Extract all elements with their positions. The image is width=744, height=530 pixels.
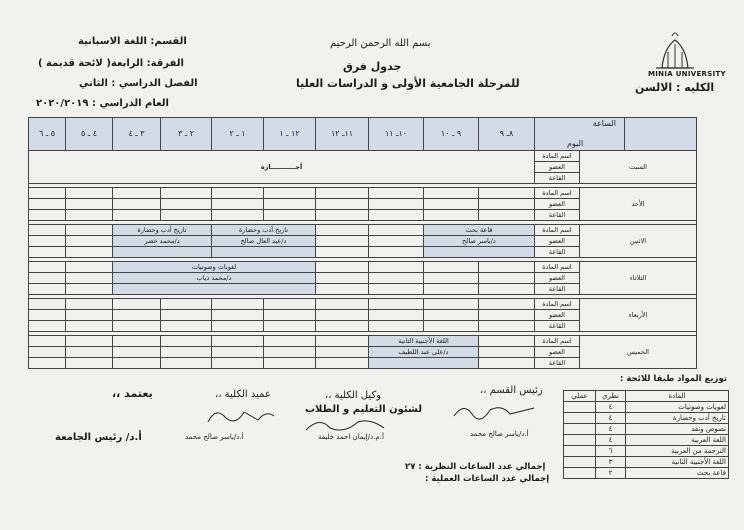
corner-cell <box>535 118 625 151</box>
distribution-row <box>564 424 729 435</box>
corner-top: الساعة <box>592 119 616 128</box>
distribution-caption: توزيع المواد طبقا للائحة : <box>620 374 727 384</box>
slot-header: ١١ـ ١٢ <box>316 118 369 151</box>
row-label: القاعة <box>535 210 580 221</box>
faculty-label: الكليه : الالسن <box>635 81 715 94</box>
distribution-header <box>564 391 729 402</box>
slot-header: ٤ ـ ٥ <box>66 118 113 151</box>
entry-subject: تاريخ أدب وحضارة <box>113 225 212 236</box>
slot-header: ١٠ـ ١١ <box>369 118 424 151</box>
theory-value: ٤ <box>596 435 626 446</box>
theory-value: ٤ <box>596 424 626 435</box>
row-label: القاعة <box>535 284 580 295</box>
distribution-row <box>564 413 729 424</box>
practical-value <box>564 435 596 446</box>
slot-header: ٢ ـ ٣ <box>161 118 212 151</box>
row-label: اسم المادة <box>535 336 580 347</box>
corner-bottom: اليوم <box>567 139 584 148</box>
entry-member: د/ياسر صالح <box>424 236 535 247</box>
title-line1: جدول فرق <box>343 60 402 73</box>
logo-caption: MINIA UNIVERSITY <box>648 70 726 78</box>
level-label: الفرقة: الرابعة( لائحة قديمة ) <box>38 58 184 69</box>
row-label: القاعة <box>535 321 580 332</box>
department-label: القسم: اللغة الاسبانية <box>78 36 187 47</box>
theory-value: ٦ <box>596 446 626 457</box>
entry-subject: لغويات وصوتيات <box>113 262 316 273</box>
distribution-row <box>564 435 729 446</box>
row-label: القاعة <box>535 358 580 369</box>
basmala: بسم الله الرحمن الرحيم <box>330 38 431 49</box>
vice-sub: لشئون التعليم و الطلاب <box>305 404 422 415</box>
row-label: اسم المادة <box>535 188 580 199</box>
slot-header: ٥ ـ ٦ <box>29 118 66 151</box>
subject-name: اللغة الأجنبية الثانية <box>626 457 729 468</box>
slot-header: ٩ ـ ١٠ <box>424 118 479 151</box>
distribution-row <box>564 457 729 468</box>
day-saturday: السبت <box>580 151 697 184</box>
day-wednesday: الأربعاء <box>580 299 697 332</box>
row-label: اسم المادة <box>535 151 580 162</box>
dean-name: أ.د/ياسر صالح محمد <box>185 433 244 441</box>
total-theory: إجمالي عدد الساعات النظرية : ٢٧ <box>405 462 546 472</box>
practical-value <box>564 468 596 479</box>
theory-value: ٤ <box>596 413 626 424</box>
slot-header: ١ ـ ٢ <box>212 118 264 151</box>
title-line2: للمرحلة الجامعية الأولى و الدراسات العليا <box>296 77 520 90</box>
subject-name: الترجمة من العربية <box>626 446 729 457</box>
entry-member: د/محمد خضر <box>113 236 212 247</box>
practical-value <box>564 457 596 468</box>
dean-signature <box>200 402 280 428</box>
header-blank <box>625 118 697 151</box>
row-label: العضو <box>535 162 580 173</box>
subject-name: قاعة بحث <box>626 468 729 479</box>
subject-name: لغويات وصوتيات <box>626 402 729 413</box>
theory-value: ٣ <box>596 457 626 468</box>
entry-subject: قاعة بحث <box>424 225 535 236</box>
entry-subject: اللغة الأجنبية الثانية <box>369 336 479 347</box>
distribution-row <box>564 468 729 479</box>
entry-room <box>369 358 479 369</box>
practical-value <box>564 424 596 435</box>
year-label: العام الدراسي : ٢٠٢٠/٢٠١٩ <box>36 98 169 109</box>
approve-title: يعتمد ،، <box>112 387 153 400</box>
schedule-header-row <box>29 118 697 151</box>
vice-name: أ.م.د/إيمان احمد خليفة <box>318 433 384 441</box>
subject-name: نصوص ونقد <box>626 424 729 435</box>
col-subject: المادة <box>626 391 729 402</box>
entry-room <box>212 247 316 258</box>
row-label: العضو <box>535 310 580 321</box>
slot-header: ١٢ ـ ١ <box>264 118 316 151</box>
practical-value <box>564 446 596 457</box>
university-logo <box>642 28 708 74</box>
schedule-table <box>28 117 697 369</box>
col-practical: عملي <box>564 391 596 402</box>
entry-member: د/عبد العال صالح <box>212 236 316 247</box>
day-thursday: الخميس <box>580 336 697 369</box>
subject-name: تاريخ أدب وحضارة <box>626 413 729 424</box>
total-practical: إجمالي عدد الساعات العملية : <box>425 474 550 484</box>
vice-title: وكيل الكلية ،، <box>325 390 382 401</box>
row-label: العضو <box>535 347 580 358</box>
entry-room <box>113 284 316 295</box>
distribution-row <box>564 446 729 457</box>
row-label: القاعة <box>535 173 580 184</box>
holiday-cell: أجـــــــــــازة <box>29 151 535 184</box>
row-label: العضو <box>535 273 580 284</box>
theory-value: ٤ <box>596 402 626 413</box>
col-theory: نظري <box>596 391 626 402</box>
distribution-row <box>564 402 729 413</box>
day-monday: الاثنين <box>580 225 697 258</box>
entry-member: د/محمد ذياب <box>113 273 316 284</box>
subject-name: اللغة العربية <box>626 435 729 446</box>
slot-header: ٨ـ ٩ <box>479 118 535 151</box>
day-sunday: الأحد <box>580 188 697 221</box>
semester-label: الفصل الدراسي : الثاني <box>79 78 198 89</box>
theory-value: ٢ <box>596 468 626 479</box>
row-label: اسم المادة <box>535 262 580 273</box>
row-label: اسم المادة <box>535 299 580 310</box>
entry-member: د/علي عبد اللطيف <box>369 347 479 358</box>
dean-title: عميد الكلية ،، <box>215 389 271 400</box>
row-label: اسم المادة <box>535 225 580 236</box>
day-tuesday: الثلاثاء <box>580 262 697 295</box>
practical-value <box>564 413 596 424</box>
entry-room <box>424 247 535 258</box>
row-label: القاعة <box>535 247 580 258</box>
head-signature <box>450 398 540 424</box>
entry-subject: تاريخ أدب وحضارة <box>212 225 316 236</box>
slot-header: ٣ ـ ٤ <box>113 118 161 151</box>
row-label: العضو <box>535 199 580 210</box>
approve-name: أ.د/ رئيس الجامعة <box>55 432 142 443</box>
head-name: أ.د/ياسر صالح محمد <box>470 430 529 438</box>
entry-room <box>113 247 212 258</box>
row-label: العضو <box>535 236 580 247</box>
distribution-table <box>563 390 729 479</box>
head-title: رئيس القسم ،، <box>480 385 543 396</box>
practical-value <box>564 402 596 413</box>
